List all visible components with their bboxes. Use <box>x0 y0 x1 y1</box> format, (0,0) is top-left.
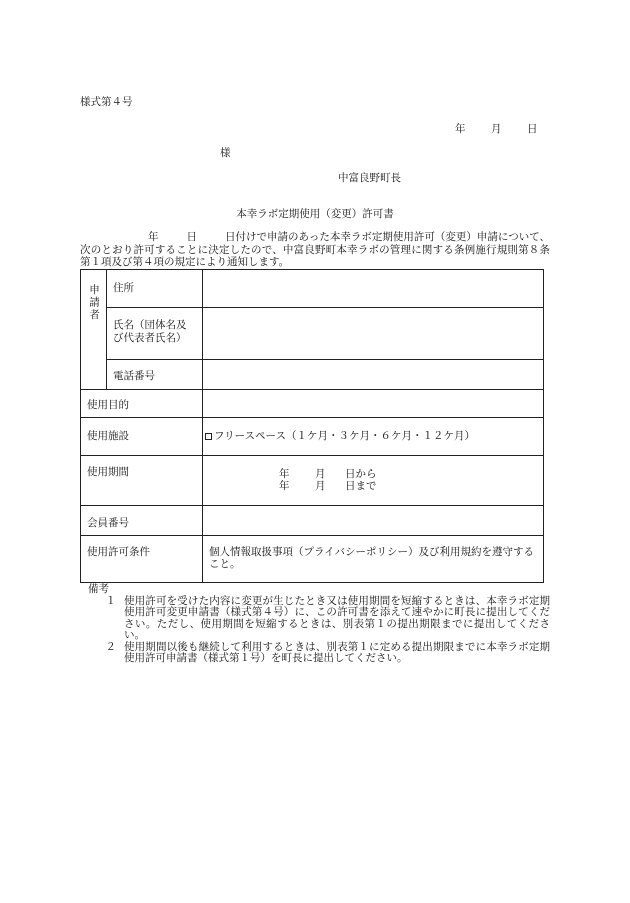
period-to <box>209 480 537 492</box>
name-label: 氏名（団体名及び代表者氏名） <box>107 308 203 360</box>
name-value <box>203 308 544 360</box>
note-number: ２ <box>105 640 116 653</box>
member-number-value <box>203 506 544 536</box>
note-item <box>80 596 550 642</box>
addressee: 様 <box>220 147 231 159</box>
phone-label: 電話番号 <box>107 360 203 390</box>
body-paragraph <box>80 231 550 269</box>
period-to-year: 年 <box>279 480 290 492</box>
address-label: 住所 <box>107 270 203 308</box>
note-number: １ <box>105 594 116 607</box>
notes-title: 備考 <box>88 583 109 595</box>
period-value <box>203 456 544 506</box>
member-number-label: 会員番号 <box>81 506 203 536</box>
period-from-month: 月 <box>315 468 326 480</box>
notes-section <box>80 584 550 665</box>
date-month: 月 <box>491 123 502 135</box>
purpose-label: 使用目的 <box>81 390 203 418</box>
period-from-year: 年 <box>279 468 290 480</box>
date-day: 日 <box>527 123 538 135</box>
address-value <box>203 270 544 308</box>
period-from <box>209 468 537 480</box>
note-item <box>80 642 550 665</box>
applicant-label: 申請者 <box>81 270 107 390</box>
body-day: 日 <box>186 231 198 243</box>
period-to-month: 月 <box>315 480 326 492</box>
facility-value <box>203 418 544 456</box>
period-label: 使用期間 <box>81 456 203 506</box>
body-year: 年 <box>148 231 159 243</box>
facility-checkbox[interactable] <box>205 433 212 440</box>
form-number: 様式第４号 <box>80 96 133 108</box>
period-to-day: 日まで <box>345 480 377 492</box>
issuer: 中富良野町長 <box>338 172 401 184</box>
date-year: 年 <box>455 123 466 135</box>
issue-date <box>455 123 538 136</box>
permit-table <box>80 269 544 583</box>
period-from-day: 日から <box>345 468 377 480</box>
body-text: 日付けで申請のあった本幸ラボ定期使用許可（変更）申請について、次のとおり許可することに決定したので、中富良野町本幸ラボの管理に関する条例施行規則第８条第１項及び第４項の規定により通知します。 <box>80 231 551 268</box>
purpose-value <box>203 390 544 418</box>
conditions-label: 使用許可条件 <box>81 536 203 583</box>
facility-label: 使用施設 <box>81 418 203 456</box>
facility-text: フリースペース（１ケ月・３ケ月・６ケ月・１２ケ月） <box>214 430 476 442</box>
conditions-value: 個人情報取扱事項（プライバシーポリシー）及び利用規約を遵守すること。 <box>203 536 544 583</box>
note-text: 使用許可を受けた内容に変更が生じたとき又は使用期間を短縮するときは、本幸ラボ定期使用許可変更申請書（様式第４号）に、この許可書を添えて速やかに町長に提出してください。ただし、使用期間を短縮するときは、別表第１の提出期限までに提出してください。 <box>124 594 550 641</box>
note-text: 使用期間以後も継続して利用するときは、別表第１に定める提出期限までに本幸ラボ定期使用許可申請書（様式第１号）を町長に提出してください。 <box>124 640 550 664</box>
phone-value <box>203 360 544 390</box>
document-title: 本幸ラボ定期使用（変更）許可書 <box>236 208 394 220</box>
